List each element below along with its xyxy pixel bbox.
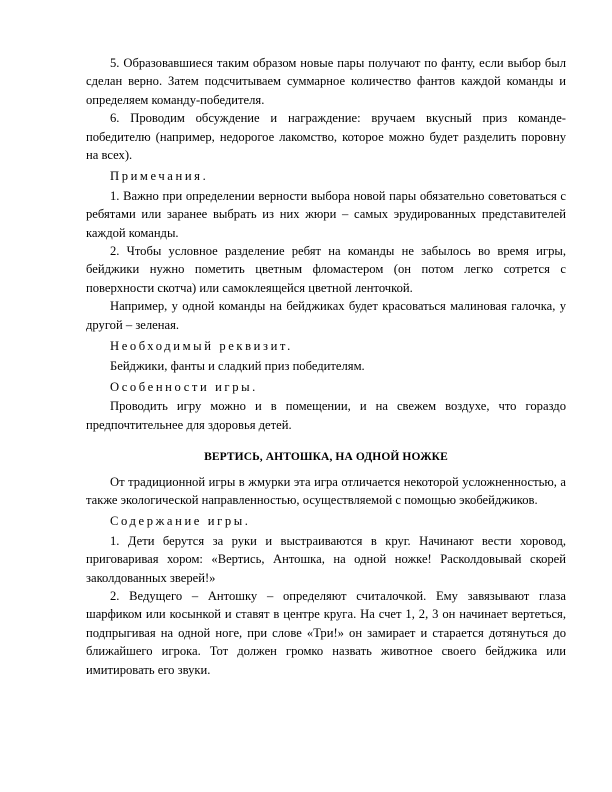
paragraph-content-1: 1. Дети берутся за руки и выстраиваются в круг. Начинают вести хоровод, приговаривая хором: «Вертись, Антошка, на одной ножке! Расколдовывай скорей заколдованных зверей!» <box>86 533 566 585</box>
document-page <box>86 54 566 679</box>
paragraph-features: Проводить игру можно и в помещении, и на свежем воздухе, что гораздо предпочтительнее для здоровья детей. <box>86 399 566 432</box>
paragraph-step-6: 6. Проводим обсуждение и награждение: вручаем вкусный приз команде-победителю (например, недорогое лакомство, которое можно будет разделить поровну на всех). <box>86 111 566 163</box>
paragraph-note-1: 1. Важно при определении верности выбора новой пары обязательно советоваться с ребятами или заранее выбрать из них жюри – самых эрудированных представителей каждой команды. <box>86 188 566 240</box>
paragraph-example: Например, у одной команды на бейджиках будет красоваться малиновая галочка, у другой – зеленая. <box>86 299 566 332</box>
paragraph-content-2: 2. Ведущего – Антошку – определяют считалочкой. Ему завязывают глаза шарфиком или косынкой и ставят в центре круга. На счет 1, 2, 3 он начинает вертеться, подпрыгивая на одной ноге, при слове «Три!» он замирает и старается дотянуться до ближайшего игрока. Тот должен громко назвать животное своего бейджика или имитировать его звуки. <box>86 588 566 677</box>
paragraph-props: Бейджики, фанты и сладкий приз победителям. <box>110 358 365 373</box>
paragraph-step-5: 5. Образовавшиеся таким образом новые пары получают по фанту, если выбор был сделан верно. Затем подсчитываем суммарное количество фантов каждой команды и определяем команду-победителя. <box>86 56 566 107</box>
subheading-content: Содержание игры. <box>110 514 251 529</box>
subheading-props: Необходимый реквизит. <box>110 339 293 354</box>
subheading-features: Особенности игры. <box>110 379 258 394</box>
subheading-notes: Примечания. <box>110 169 209 184</box>
paragraph-note-2: 2. Чтобы условное разделение ребят на команды не забылось во время игры, бейджики нужно пометить цветным фломастером (он потом легко сотрется с поверхности скотча) или самоклеящейся цветной ленточкой. <box>86 244 566 295</box>
game-title: ВЕРТИСЬ, АНТОШКА, НА ОДНОЙ НОЖКЕ <box>204 451 448 464</box>
paragraph-intro: От традиционной игры в жмурки эта игра отличается некоторой усложненностью, а также экологической направленностью, осуществляемой с помощью экобейджиков. <box>86 474 566 507</box>
